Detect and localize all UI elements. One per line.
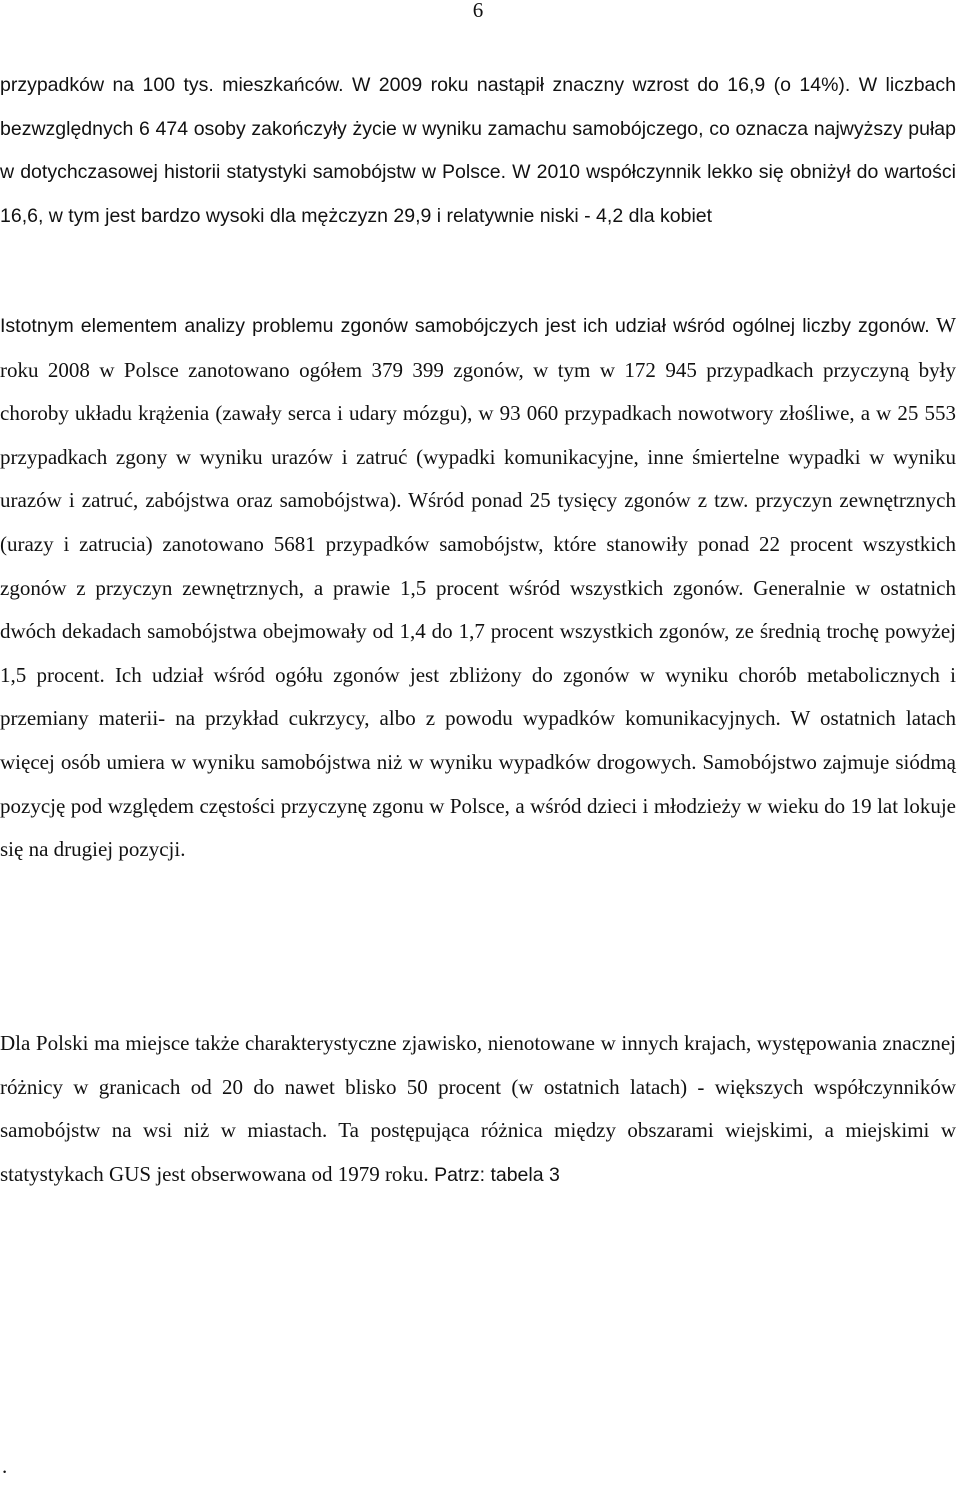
footer-dot: . <box>2 1454 8 1478</box>
paragraph-share-of-deaths <box>0 304 956 872</box>
paragraph-share-of-deaths-intro: Istotnym elementem analizy problemu zgonów samobójczych jest ich udział wśród ogólnej liczby zgonów. <box>0 315 930 337</box>
paragraph-rural-urban <box>0 1022 956 1197</box>
paragraph-rural-urban-body: Dla Polski ma miejsce także charakterystyczne zjawisko, nienotowane w innych krajach, występowania znacznej różnicy w granicach od 20 do nawet blisko 50 procent (w ostatnich latach) - większych współczynników samobójstw na wsi niż w miastach. Ta postępująca różnica między obszarami wiejskimi, a miejskimi w statystykach GUS jest obserwowana od 1979 roku. <box>0 1031 956 1186</box>
page-number: 6 <box>472 0 484 22</box>
paragraph-suicide-rates-text: przypadków na 100 tys. mieszkańców. W 2009 roku nastąpił znaczny wzrost do 16,9 (o 14%). W liczbach bezwzględnych 6 474 osoby zakończyły życie w wyniku zamachu samobójczego, co oznacza najwyższy pułap w dotychczasowej historii statystyki samobójstw w Polsce. W 2010 współczynnik lekko się obniżył do wartości 16,6, w tym jest bardzo wysoki dla mężczyzn 29,9 i relatywnie niski - 4,2 dla kobiet <box>0 74 956 227</box>
paragraph-suicide-rates <box>0 64 956 238</box>
table-reference: Patrz: tabela 3 <box>428 1163 560 1186</box>
paragraph-share-of-deaths-body: W roku 2008 w Polsce zanotowano ogółem 379 399 zgonów, w tym w 172 945 przypadkach przyczyną były choroby układu krążenia (zawały serca i udary mózgu), w 93 060 przypadkach nowotwory złośliwe, a w 25 553 przypadkach zgony w wyniku urazów i zatruć (wypadki komunikacyjne, inne śmiertelne wypadki w wyniku urazów i zatruć, zabójstwa oraz samobójstwa). Wśród ponad 25 tysięcy zgonów z tzw. przyczyn zewnętrznych (urazy i zatrucia) zanotowano 5681 przypadków samobójstw, które stanowiły ponad 22 procent wszystkich zgonów z przyczyn zewnętrznych, a prawie 1,5 procent wśród wszystkich zgonów. Generalnie w ostatnich dwóch dekadach samobójstwa obejmowały od 1,4 do 1,7 procent wszystkich zgonów, ze średnią trochę powyżej 1,5 procent. Ich udział wśród ogółu zgonów jest zbliżony do zgonów w wyniku chorób metabolicznych i przemiany materii- na przykład cukrzycy, albo z powodu wypadków komunikacyjnych. W ostatnich latach więcej osób umiera w wyniku samobójstwa niż w wyniku wypadków drogowych. Samobójstwo zajmuje siódmą pozycję pod względem częstości przyczynę zgonu w Polsce, a wśród dzieci i młodzieży w wieku do 19 lat lokuje się na drugiej pozycji. <box>0 313 956 862</box>
